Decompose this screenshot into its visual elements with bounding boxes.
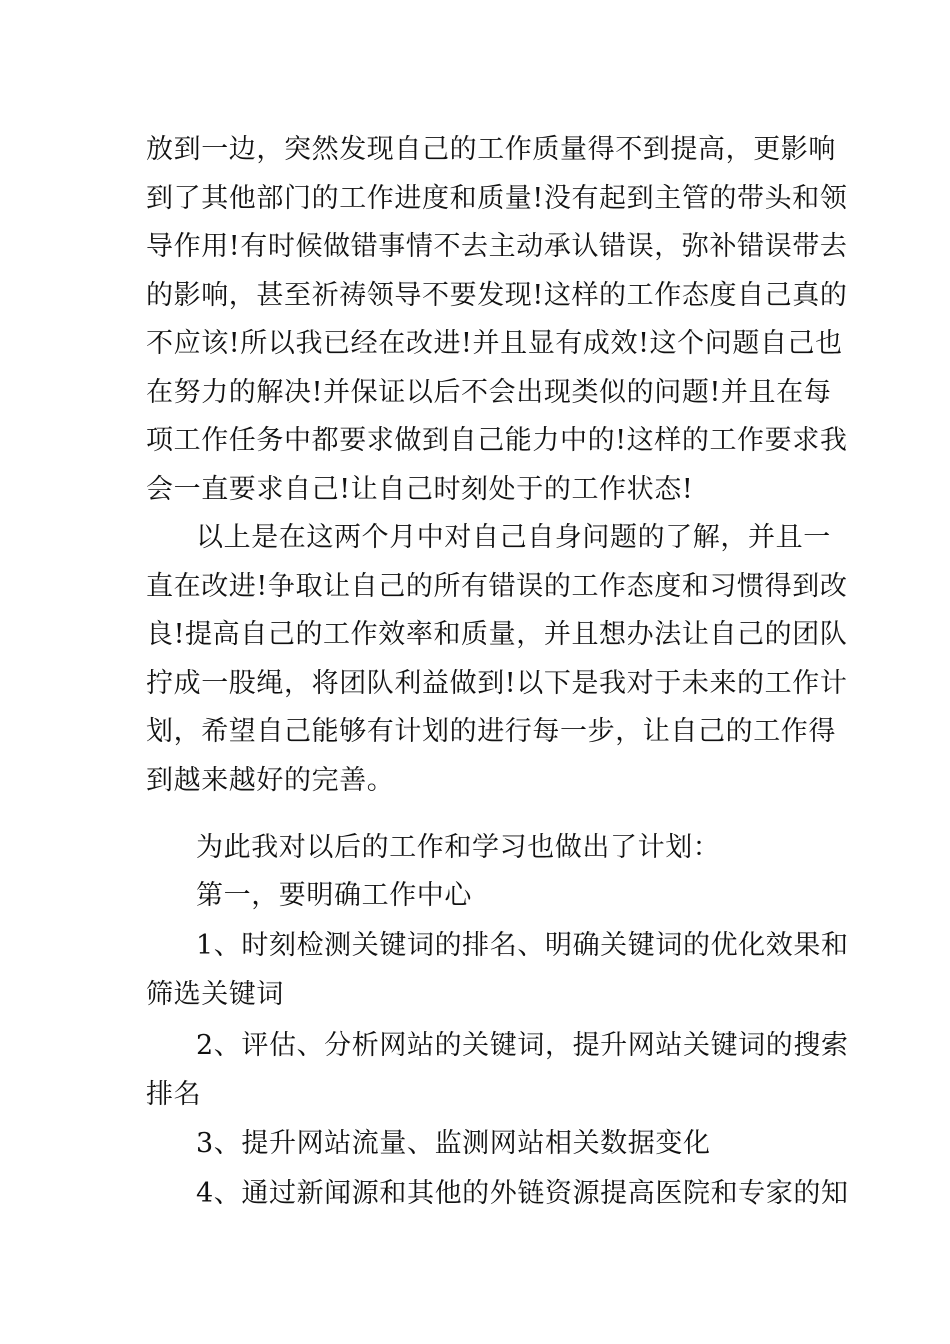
paragraph-line: 拧成一股绳，将团队利益做到!以下是我对于未来的工作计	[146, 667, 848, 699]
paragraph-line: 第一，要明确工作中心	[196, 880, 472, 911]
paragraph-line: 为此我对以后的工作和学习也做出了计划：	[196, 832, 721, 863]
paragraph-line: 放到一边，突然发现自己的工作质量得不到提高，更影响	[146, 134, 836, 165]
list-item-4	[146, 1170, 849, 1219]
paragraph-line: 筛选关键词	[146, 978, 284, 1010]
paragraph-line: 导作用!有时候做错事情不去主动承认错误，弥补错误带去	[146, 231, 848, 262]
paragraph-1	[146, 126, 848, 514]
paragraph-line: 到越来越好的完善。	[146, 764, 395, 796]
paragraph-line: 2、评估、分析网站的关键词，提升网站关键词的搜索	[196, 1030, 849, 1061]
paragraph-line: 良!提高自己的工作效率和质量，并且想办法让自己的团队	[146, 619, 848, 650]
paragraph-line: 1、时刻检测关键词的排名、明确关键词的优化效果和	[196, 930, 849, 961]
list-item-2	[146, 1022, 849, 1119]
paragraph-line: 划，希望自己能够有计划的进行每一步，让自己的工作得	[146, 716, 836, 747]
paragraph-line: 在努力的解决!并保证以后不会出现类似的问题!并且在每	[146, 376, 832, 408]
paragraph-line: 排名	[146, 1078, 202, 1110]
paragraph-line: 项工作任务中都要求做到自己能力中的!这样的工作要求我	[146, 425, 848, 456]
list-item-3	[146, 1120, 810, 1169]
paragraph-line: 到了其他部门的工作进度和质量!没有起到主管的带头和领	[146, 182, 848, 214]
paragraph-line: 4、通过新闻源和其他的外链资源提高医院和专家的知	[196, 1178, 849, 1209]
paragraph-2	[146, 514, 848, 805]
paragraph-line: 以上是在这两个月中对自己自身问题的了解，并且一	[196, 522, 831, 553]
paragraph-3	[146, 824, 810, 873]
list-item-1	[146, 922, 849, 1019]
paragraph-line: 不应该!所以我已经在改进!并且显有成效!这个问题自己也	[146, 328, 843, 359]
paragraph-line: 的影响，甚至祈祷领导不要发现!这样的工作态度自己真的	[146, 279, 848, 311]
paragraph-line: 3、提升网站流量、监测网站相关数据变化	[196, 1128, 711, 1159]
section-heading	[146, 872, 810, 921]
paragraph-line: 直在改进!争取让自己的所有错误的工作态度和习惯得到改	[146, 570, 848, 602]
paragraph-line: 会一直要求自己!让自己时刻处于的工作状态!	[146, 473, 694, 505]
